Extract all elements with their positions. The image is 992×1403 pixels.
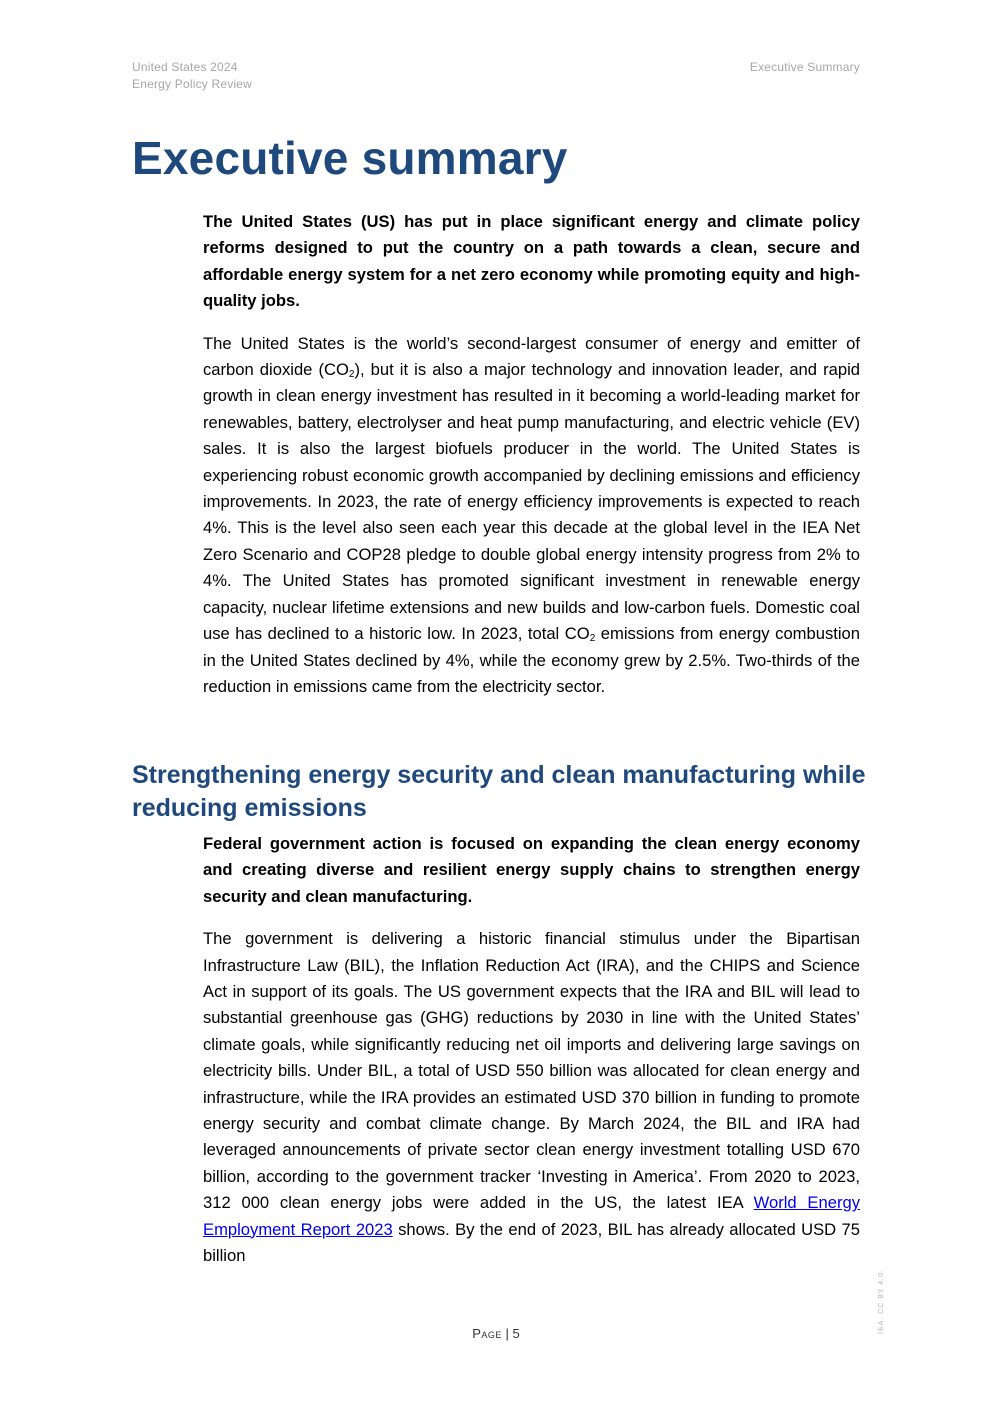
doc-title-line1: United States 2024 — [132, 60, 238, 74]
section-lead-paragraph: Federal government action is focused on expanding the clean energy economy and creating diverse and resilient energy supply chains to strengthen energy security and clean manufacturing. — [203, 834, 860, 906]
section-text-part1: The government is delivering a historic financial stimulus under the Bipartisan Infrastructure Law (BIL), the Inflation Reduction Act (IRA), and the CHIPS and Science Act in support of its goals. The US government expects that the IRA and BIL will lead to substantial greenhouse gas (GHG) reductions by 2030 in line with the United States’ climate goals, while significantly reducing net oil imports and delivering large savings on electricity bills. Under BIL, a total of USD 550 billion was allocated for clean energy and infrastructure, while the IRA provides an estimated USD 370 billion in funding to promote energy security and combat climate change. By March 2024, the BIL and IRA had leveraged announcements of private sector clean energy investment totalling USD 670 billion, according to the government tracker ‘Investing in America’. From 2020 to 2023, 312 000 clean energy jobs were added in the US, the latest IEA — [203, 929, 860, 1213]
co2-subscript: 2 — [589, 633, 596, 645]
intro-body-paragraph — [203, 331, 860, 701]
section-block — [203, 831, 860, 1270]
intro-text-part1: The United States is the world’s second-largest consumer of energy and emitter of carbon dioxide (CO — [203, 333, 860, 380]
world-energy-employment-report-link[interactable]: World Energy Employment Report 2023 — [203, 1193, 861, 1239]
page-title: Executive summary — [132, 132, 568, 184]
section-body-paragraph — [203, 926, 860, 1269]
page-separator: | — [501, 1326, 513, 1341]
co2-subscript: 2 — [348, 369, 355, 381]
section-heading: Strengthening energy security and clean manufacturing while reducing emissions — [132, 761, 866, 822]
doc-title-line2: Energy Policy Review — [132, 77, 253, 91]
intro-lead-paragraph: The United States (US) has put in place significant energy and climate policy reforms designed to put the country on a path towards a clean, secure and affordable energy system for a net zero economy while promoting equity and high-quality jobs. — [203, 212, 860, 311]
running-header-doc-title — [132, 59, 252, 93]
intro-text-part3: emissions from energy combustion in the United States declined by 4%, while the economy grew by 2.5%. Two-thirds of the reduction in emissions came from the electricity sector. — [203, 624, 861, 696]
section-text-part2: shows. By the end of 2023, BIL has already allocated USD 75 billion — [203, 1219, 860, 1266]
intro-text-part2: ), but it is also a major technology and innovation leader, and rapid growth in clean energy investment has resulted in it becoming a world-leading market for renewables, battery, electrolyser and heat pump manufacturing, and electric vehicle (EV) sales. It is also the largest biofuels producer in the world. The United States is experiencing robust economic growth accompanied by declining emissions and efficiency improvements. In 2023, the rate of energy efficiency improvements is expected to reach 4%. This is the level also seen each year this decade at the global level in the IEA Net Zero Scenario and COP28 pledge to double global energy intensity progress from 2% to 4%. The United States has promoted significant investment in renewable energy capacity, nuclear lifetime extensions and new builds and low-carbon fuels. Domestic coal use has declined to a historic low. In 2023, total CO — [203, 360, 860, 644]
page-word: Page — [472, 1326, 502, 1341]
running-header-section — [750, 59, 860, 76]
license-note: IEA. CC BY 4.0. — [878, 1268, 885, 1334]
page-footer — [0, 1325, 992, 1343]
page-number: 5 — [512, 1326, 520, 1341]
intro-block — [203, 209, 860, 700]
section-label: Executive Summary — [749, 60, 860, 74]
